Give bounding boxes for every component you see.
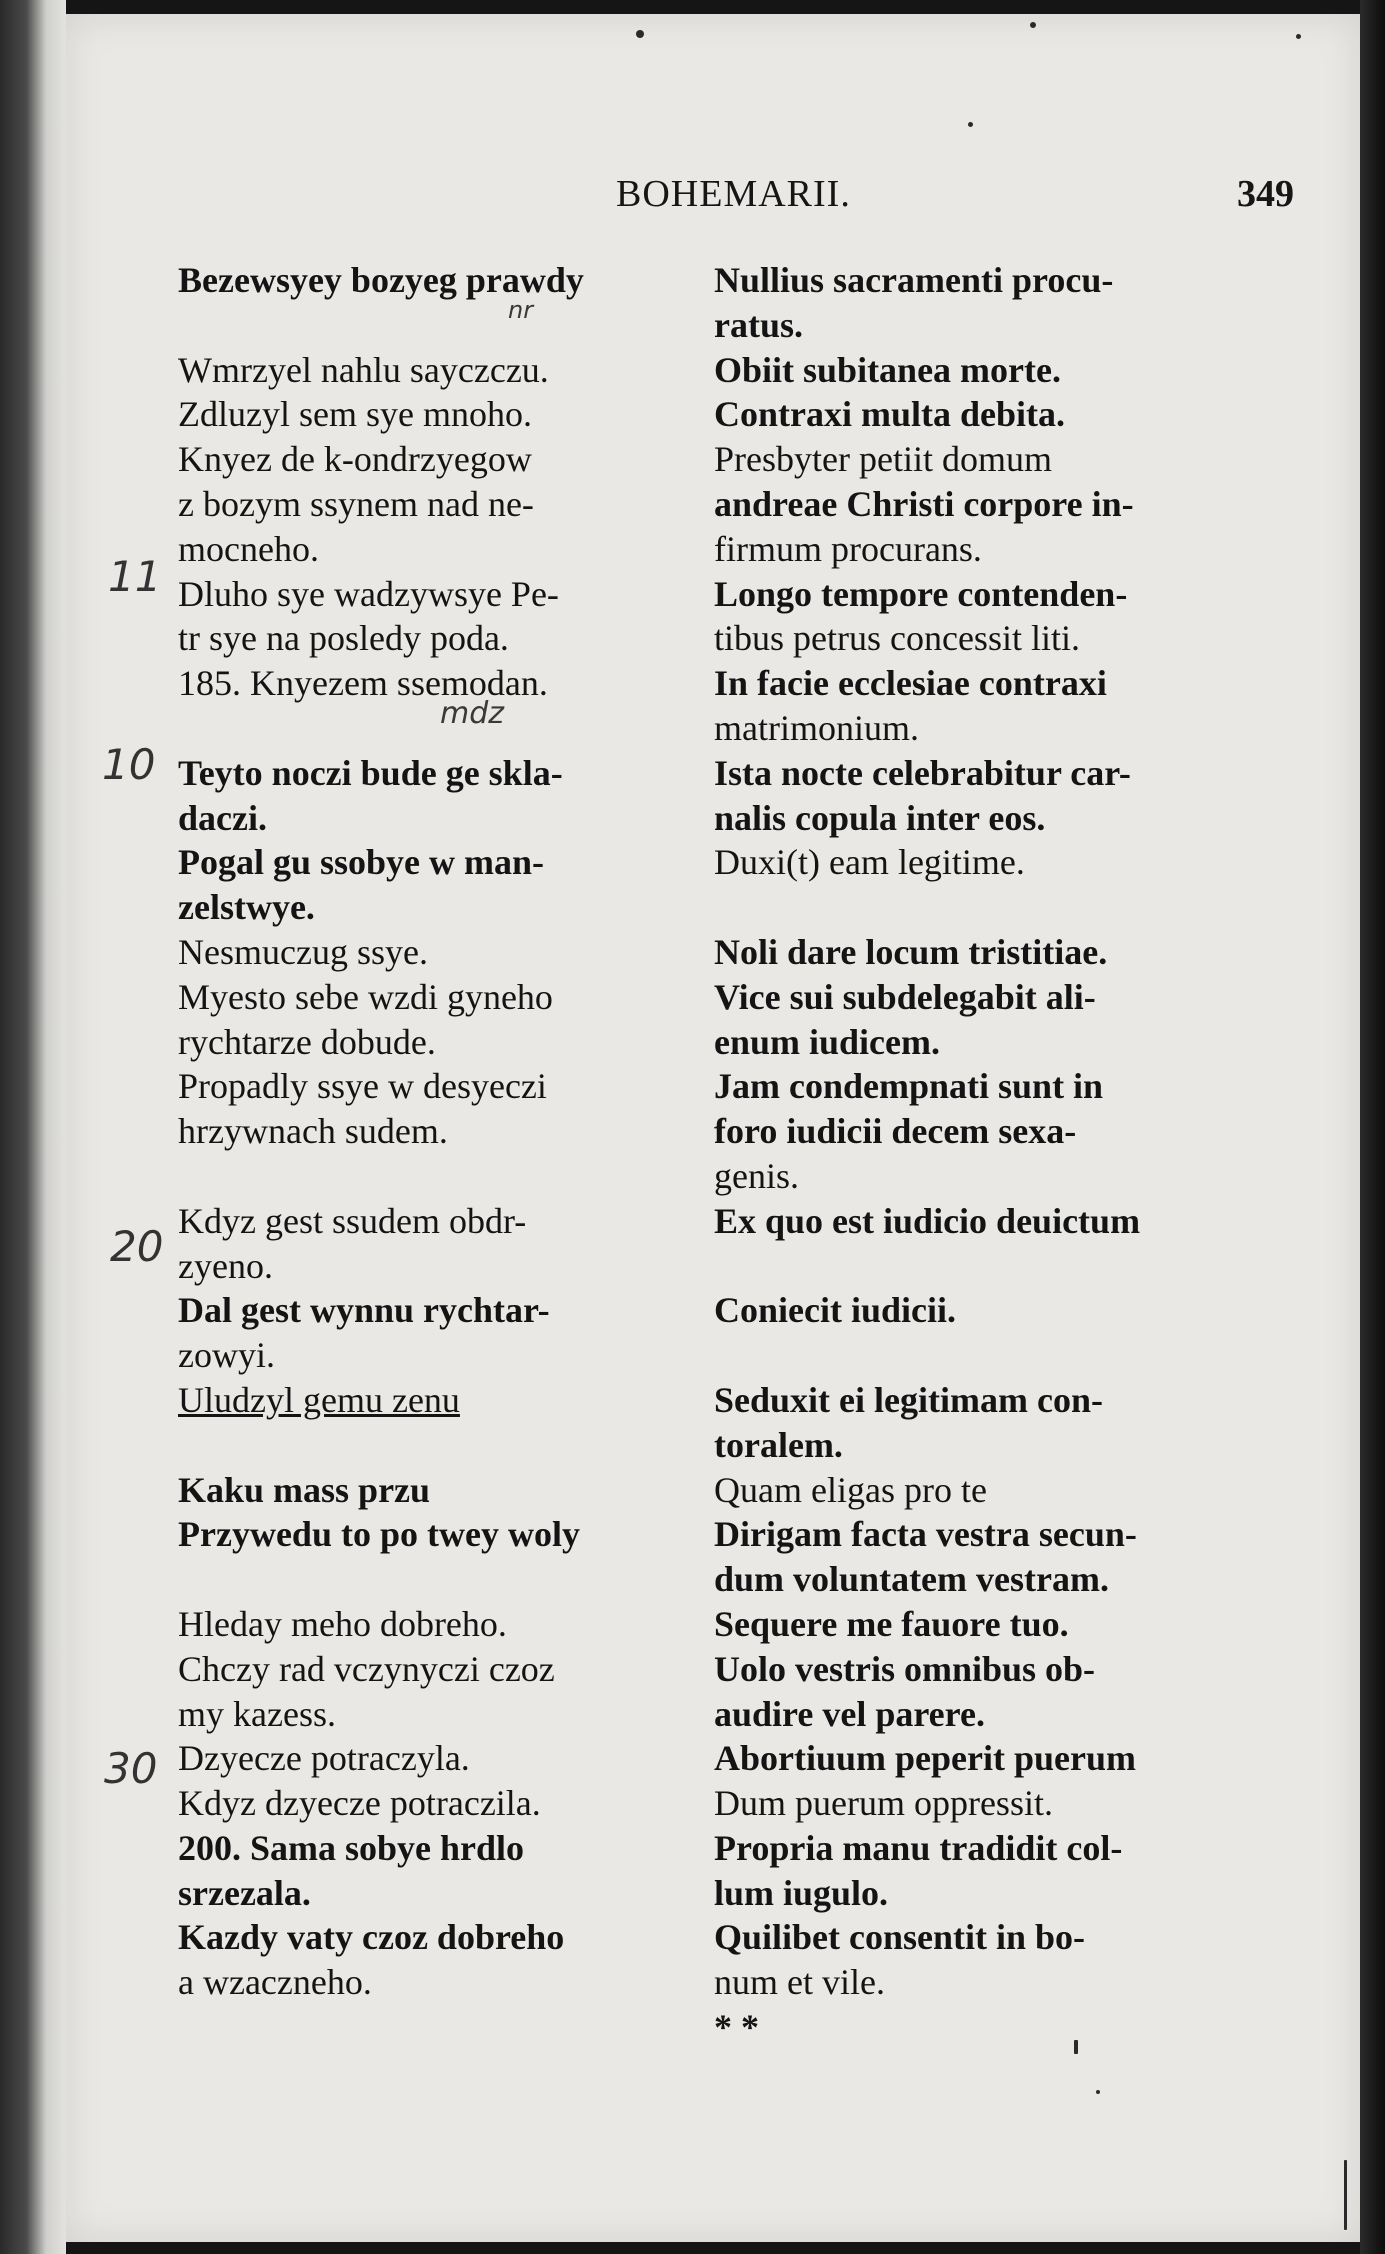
vernacular-text-line bbox=[178, 1557, 678, 1602]
vernacular-text-line bbox=[178, 706, 678, 751]
latin-text-line: num et vile. bbox=[714, 1962, 885, 2003]
margin-line-number-11: 11 bbox=[108, 552, 162, 601]
latin-text-line: tibus petrus concessit liti. bbox=[714, 618, 1080, 659]
vernacular-text-line: my kazess. bbox=[178, 1693, 336, 1734]
latin-text-line: genis. bbox=[714, 1155, 799, 1196]
vernacular-text-line: Kdyz gest ssudem obdr- bbox=[178, 1200, 527, 1241]
vernacular-text-line: zelstwye. bbox=[178, 887, 315, 928]
vernacular-text-line: a wzaczneho. bbox=[178, 1962, 372, 2003]
vernacular-text-line: Bezewsyey bozyeg prawdy bbox=[178, 260, 584, 300]
interlinear-annotation: mdz bbox=[440, 696, 505, 731]
vernacular-text-line: Zdluzyl sem sye mnoho. bbox=[178, 394, 532, 435]
page-edge-left bbox=[0, 0, 66, 2254]
latin-text-line: foro iudicii decem sexa- bbox=[714, 1111, 1077, 1152]
vernacular-text-line: Chczy rad vczynyczi czoz bbox=[178, 1648, 555, 1689]
ink-speck bbox=[1030, 22, 1036, 28]
latin-text-line: * * bbox=[714, 2007, 759, 2048]
vernacular-text-line: mocneho. bbox=[178, 528, 319, 569]
vernacular-text-line: zowyi. bbox=[178, 1335, 275, 1376]
interlinear-annotation: nr bbox=[508, 296, 534, 324]
latin-text-line: firmum procurans. bbox=[714, 528, 982, 569]
ink-speck bbox=[1074, 2040, 1078, 2054]
margin-line-number-20: 20 bbox=[110, 1222, 164, 1271]
vernacular-text-line: hrzywnach sudem. bbox=[178, 1111, 448, 1152]
latin-text-line bbox=[714, 1244, 1214, 1289]
vernacular-text-line: Wmrzyel nahlu sayczczu. bbox=[178, 349, 549, 390]
vernacular-text-line: Teyto noczi bude ge skla- bbox=[178, 752, 563, 793]
latin-text-line: Vice sui subdelegabit ali- bbox=[714, 976, 1096, 1017]
vernacular-text-line: Myesto sebe wzdi gyneho bbox=[178, 976, 553, 1017]
latin-text-line: Duxi(t) eam legitime. bbox=[714, 842, 1025, 883]
vernacular-text-line: Nesmuczug ssye. bbox=[178, 931, 428, 972]
page-header bbox=[66, 172, 1360, 222]
ink-speck bbox=[968, 122, 973, 127]
latin-column bbox=[714, 258, 1214, 2050]
latin-text-line: Abortiuum peperit puerum bbox=[714, 1738, 1136, 1779]
latin-text-line: matrimonium. bbox=[714, 707, 919, 748]
latin-text-line: nalis copula inter eos. bbox=[714, 797, 1046, 838]
latin-text-line: audire vel parere. bbox=[714, 1693, 985, 1734]
page-number: 349 bbox=[1237, 173, 1294, 215]
latin-text-line: dum voluntatem vestram. bbox=[714, 1559, 1109, 1600]
vernacular-text-line bbox=[178, 1423, 678, 1468]
latin-text-line: Obiit subitanea morte. bbox=[714, 349, 1061, 390]
vernacular-text-line: z bozym ssynem nad ne- bbox=[178, 483, 534, 524]
vernacular-text-line: srzezala. bbox=[178, 1872, 311, 1913]
latin-text-line: Uolo vestris omnibus ob- bbox=[714, 1648, 1096, 1689]
vernacular-text-line: Przywedu to po twey woly bbox=[178, 1514, 580, 1555]
latin-text-line: Coniecit iudicii. bbox=[714, 1290, 956, 1331]
vernacular-text-line: Dzyecze potraczyla. bbox=[178, 1738, 470, 1779]
latin-text-line: In facie ecclesiae contraxi bbox=[714, 663, 1107, 704]
vernacular-text-line: tr sye na posledy poda. bbox=[178, 618, 509, 659]
latin-text-line: Quam eligas pro te bbox=[714, 1469, 987, 1510]
latin-text-line: andreae Christi corpore in- bbox=[714, 483, 1134, 524]
margin-line-number-10: 10 bbox=[102, 740, 156, 789]
latin-text-line: toralem. bbox=[714, 1424, 843, 1465]
latin-text-line: Propria manu tradidit col- bbox=[714, 1827, 1123, 1868]
page-edge-right bbox=[1360, 0, 1385, 2254]
ink-speck bbox=[636, 30, 644, 38]
ink-speck bbox=[1344, 2160, 1347, 2230]
latin-text-line: Dum puerum oppressit. bbox=[714, 1783, 1053, 1824]
vernacular-text-line: Kazdy vaty czoz dobreho bbox=[178, 1917, 565, 1958]
margin-line-number-30: 30 bbox=[104, 1744, 158, 1793]
latin-text-line: Sequere me fauore tuo. bbox=[714, 1603, 1069, 1644]
vernacular-text-line: Dal gest wynnu rychtar- bbox=[178, 1290, 550, 1331]
latin-text-line: enum iudicem. bbox=[714, 1021, 941, 1062]
latin-text-line bbox=[714, 885, 1214, 930]
latin-text-line: lum iugulo. bbox=[714, 1872, 889, 1913]
ink-speck bbox=[1096, 2090, 1100, 2094]
vernacular-text-line: daczi. bbox=[178, 797, 267, 838]
vernacular-text-line: Propadly ssye w desyeczi bbox=[178, 1066, 547, 1107]
vernacular-text-line: Knyez de k-ondrzyegow bbox=[178, 439, 532, 480]
vernacular-text-line bbox=[178, 303, 678, 348]
running-title: BOHEMARII. bbox=[616, 173, 851, 215]
vernacular-text-line bbox=[178, 1154, 678, 1199]
vernacular-text-line: rychtarze dobude. bbox=[178, 1021, 436, 1062]
vernacular-text-line: Uludzyl gemu zenu bbox=[178, 1379, 460, 1420]
latin-text-line: Longo tempore contenden- bbox=[714, 573, 1128, 614]
vernacular-text-line: Hleday meho dobreho. bbox=[178, 1603, 507, 1644]
latin-text-line: Noli dare locum tristitiae. bbox=[714, 931, 1108, 972]
latin-text-line: Presbyter petiit domum bbox=[714, 439, 1052, 480]
latin-text-line: Quilibet consentit in bo- bbox=[714, 1917, 1086, 1958]
ink-speck bbox=[1296, 34, 1301, 39]
latin-text-line: Ex quo est iudicio deuictum bbox=[714, 1200, 1141, 1241]
latin-text-line: ratus. bbox=[714, 304, 803, 345]
latin-text-line: Ista nocte celebrabitur car- bbox=[714, 752, 1131, 793]
vernacular-column bbox=[178, 258, 678, 2005]
vernacular-text-line: Kdyz dzyecze potraczila. bbox=[178, 1783, 541, 1824]
latin-text-line bbox=[714, 1333, 1214, 1378]
latin-text-line: Seduxit ei legitimam con- bbox=[714, 1379, 1103, 1420]
latin-text-line: Jam condempnati sunt in bbox=[714, 1066, 1104, 1107]
vernacular-text-line: Dluho sye wadzywsye Pe- bbox=[178, 573, 559, 614]
vernacular-text-line: 185. Knyezem ssemodan. bbox=[178, 663, 548, 704]
latin-text-line: Nullius sacramenti procu- bbox=[714, 260, 1114, 300]
latin-text-line: Contraxi multa debita. bbox=[714, 394, 1065, 435]
vernacular-text-line: Pogal gu ssobye w man- bbox=[178, 842, 545, 883]
vernacular-text-line: zyeno. bbox=[178, 1245, 273, 1286]
vernacular-text-line: 200. Sama sobye hrdlo bbox=[178, 1827, 525, 1868]
vernacular-text-line: Kaku mass przu bbox=[178, 1469, 431, 1510]
latin-text-line: Dirigam facta vestra secun- bbox=[714, 1514, 1137, 1555]
